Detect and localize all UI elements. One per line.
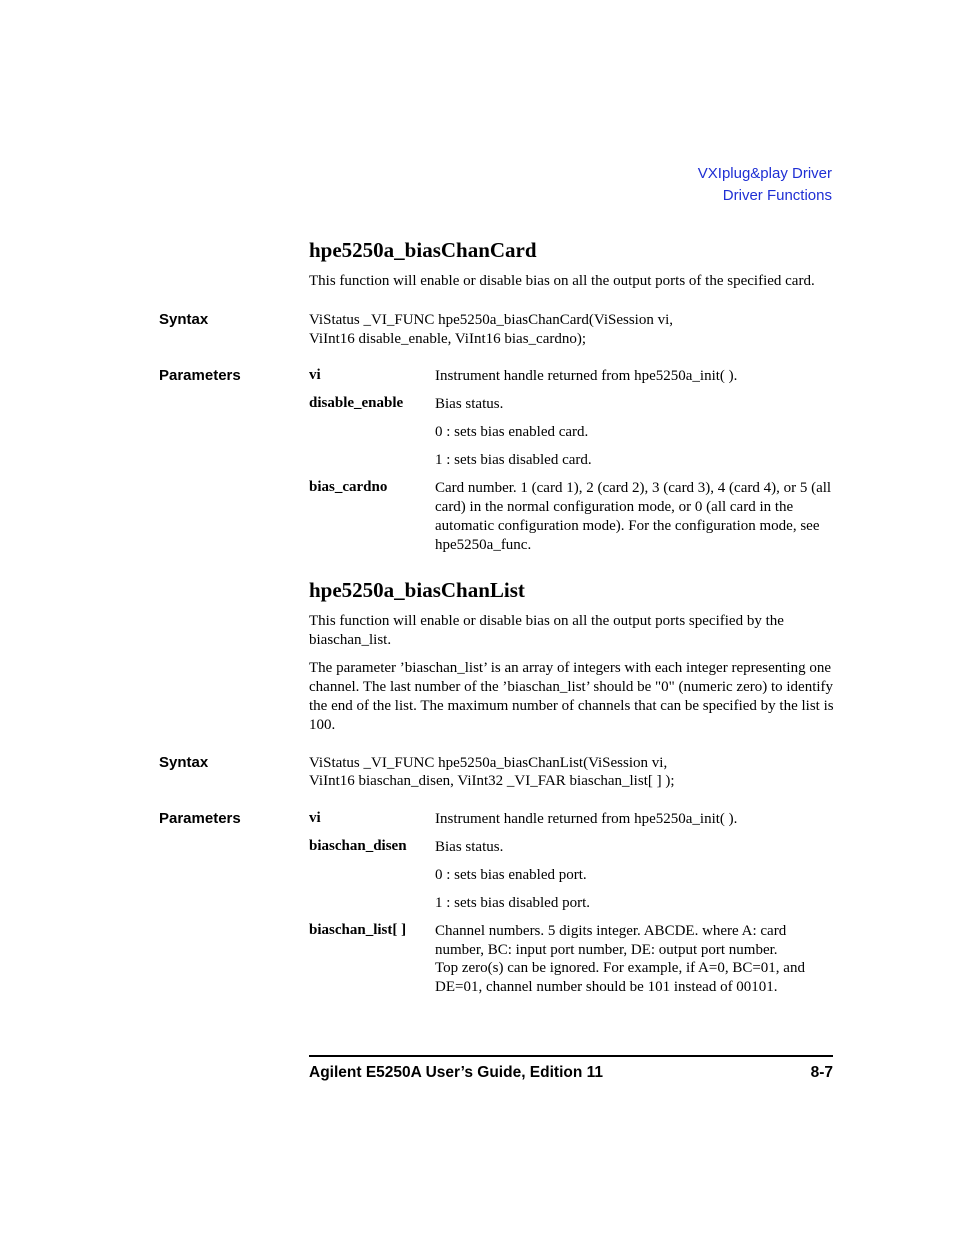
syntax-line: ViStatus _VI_FUNC hpe5250a_biasChanCard(ViSession vi,: [309, 312, 674, 328]
parameters-label: Parameters: [159, 367, 241, 384]
footer-title: Agilent E5250A User’s Guide, Edition 11: [309, 1064, 604, 1081]
param-desc: Instrument handle returned from hpe5250a_init( ).: [435, 811, 738, 827]
running-header-chapter: VXIplug&play Driver: [697, 165, 832, 182]
param-desc: Channel numbers. 5 digits integer. ABCDE. where A: card number, BC: input port number, DE: output port number.: [435, 923, 787, 958]
page-number: 8-7: [810, 1064, 833, 1081]
param-desc: Bias status.: [435, 839, 504, 855]
function-title-biaschanlist: hpe5250a_biasChanList: [309, 578, 525, 602]
syntax-line: ViInt16 disable_enable, ViInt16 bias_cardno);: [309, 331, 587, 347]
function-description: This function will enable or disable bias on all the output ports of the specified card.: [309, 273, 815, 289]
param-name: vi: [309, 367, 321, 383]
param-name: disable_enable: [309, 395, 404, 411]
param-desc: 0 : sets bias enabled port.: [435, 867, 587, 883]
function-description: This function will enable or disable bias on all the output ports specified by the biaschan_list.: [309, 613, 784, 648]
syntax-label: Syntax: [159, 311, 209, 328]
param-name: biaschan_list[ ]: [309, 922, 407, 938]
function-title-biaschancard: hpe5250a_biasChanCard: [309, 238, 537, 262]
syntax-line: ViInt16 biaschan_disen, ViInt32 _VI_FAR biaschan_list[ ] );: [309, 773, 675, 789]
footer-rule: [309, 1055, 833, 1057]
param-desc: Top zero(s) can be ignored. For example, if A=0, BC=01, and DE=01, channel number should be 101 instead of 00101.: [435, 960, 805, 995]
param-desc: 1 : sets bias disabled port.: [435, 895, 590, 911]
syntax-line: ViStatus _VI_FUNC hpe5250a_biasChanList(ViSession vi,: [309, 755, 668, 771]
param-desc: Instrument handle returned from hpe5250a_init( ).: [435, 368, 738, 384]
syntax-label: Syntax: [159, 754, 209, 771]
parameters-label: Parameters: [159, 810, 241, 827]
function-description: The parameter ’biaschan_list’ is an array of integers with each integer representing one channel. The last number of the ’biaschan_list’ should be "0" (numeric zero) to identify the end of the list. The maximum number of channels that can be specified by the list is 100.: [309, 660, 834, 733]
running-header-section: Driver Functions: [722, 187, 832, 204]
param-name: bias_cardno: [309, 479, 388, 495]
param-desc: 1 : sets bias disabled card.: [435, 452, 592, 468]
param-desc: 0 : sets bias enabled card.: [435, 424, 589, 440]
param-desc: Card number. 1 (card 1), 2 (card 2), 3 (card 3), 4 (card 4), or 5 (all card) in the normal configuration mode, or 0 (all card in the automatic configuration mode). For the configuration mode, see hpe5250a_func.: [435, 480, 832, 553]
param-name: biaschan_disen: [309, 838, 407, 854]
param-desc: Bias status.: [435, 396, 504, 412]
param-name: vi: [309, 810, 321, 826]
